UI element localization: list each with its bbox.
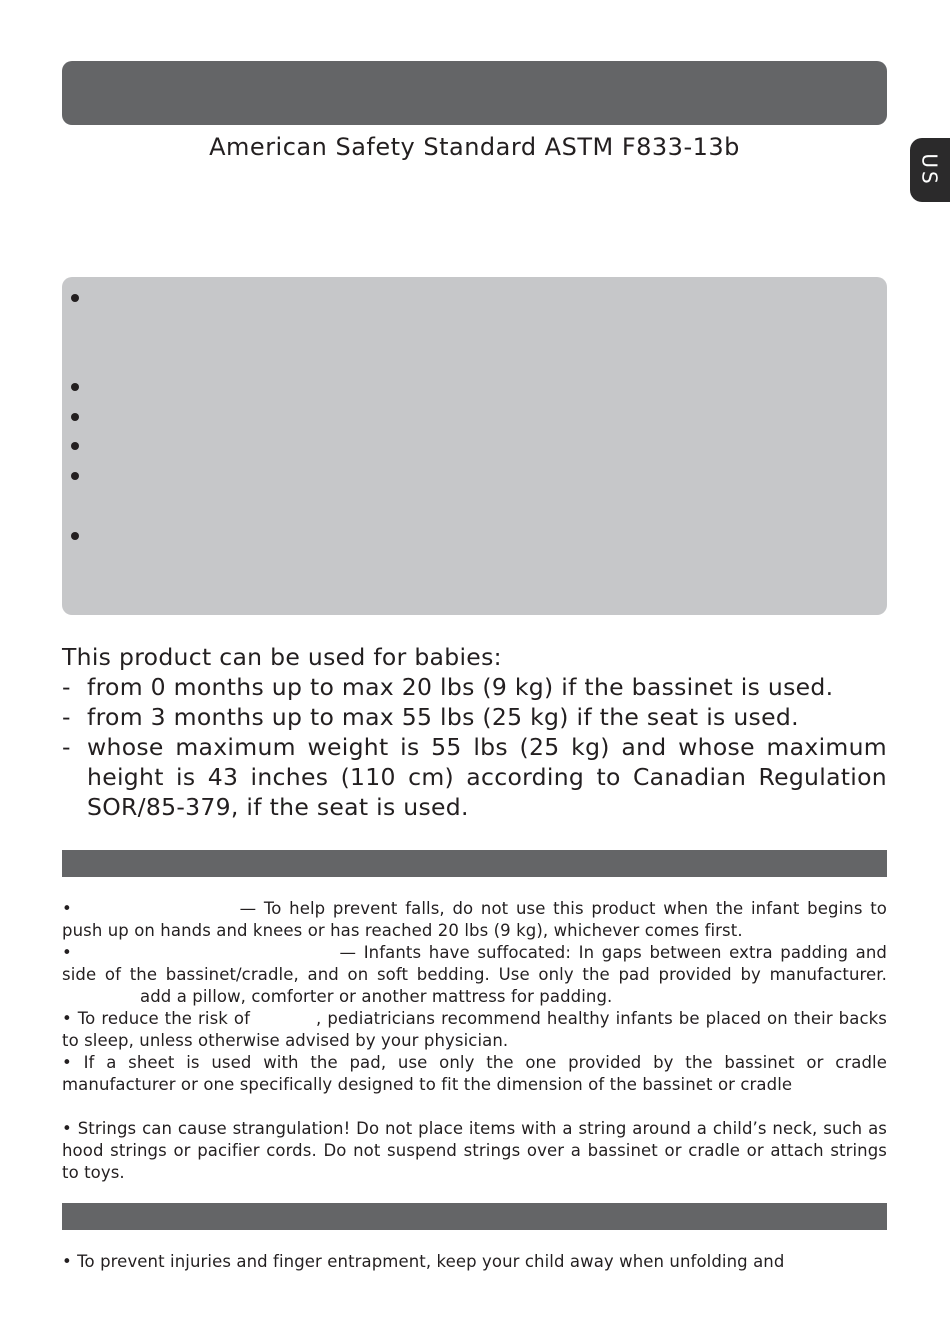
bullet-icon	[71, 294, 79, 302]
warning-box	[62, 277, 887, 615]
usage-section	[62, 642, 887, 822]
bassinet-section-bar	[62, 850, 887, 877]
usage-item: - from 0 months up to max 20 lbs (9 kg) if the bassinet is used.	[62, 673, 834, 701]
warning-paragraph: • If a sheet is used with the pad, use only the one provided by the bassinet or cradle manufacturer or one specifically designed to fit the dimension of the bassinet or cradle	[62, 1053, 887, 1094]
usage-item-text: from 0 months up to max 20 lbs (9 kg) if the bassinet is used.	[87, 673, 834, 701]
usage-item: - from 3 months up to max 55 lbs (25 kg) if the seat is used.	[62, 703, 799, 731]
warning-paragraph: • Strings can cause strangulation! Do not place items with a string around a child’s neck, such as hood strings or pacifier cords. Do not suspend strings over a bassinet or cradle or attach strings to toys.	[62, 1119, 887, 1182]
folding-warnings	[62, 1251, 887, 1273]
folding-section-bar	[62, 1203, 887, 1230]
usage-intro: This product can be used for babies:	[62, 643, 502, 671]
section-header-bar	[62, 61, 887, 125]
bullet-icon	[71, 532, 79, 540]
warning-paragraph: • — To help prevent falls, do not use this product when the infant begins to push up on hands and knees or has reached 20 lbs (9 kg), whichever comes first.	[62, 899, 887, 940]
usage-item-text: whose maximum weight is 55 lbs (25 kg) and whose maximum height is 43 inches (110 cm) according to Canadian Regulation SOR/85-379, if the seat is used.	[87, 733, 887, 821]
safety-standard-title: American Safety Standard ASTM F833-13b	[209, 133, 740, 161]
bassinet-warnings	[62, 898, 887, 1184]
bullet-icon	[71, 413, 79, 421]
language-tab-label: US	[918, 153, 942, 187]
language-tab	[910, 138, 950, 202]
warning-paragraph: • To reduce the risk of , pediatricians recommend healthy infants be placed on their backs to sleep, unless otherwise advised by your physician.	[62, 1009, 887, 1050]
warning-paragraph: • To prevent injuries and finger entrapment, keep your child away when unfolding and	[62, 1252, 785, 1271]
usage-item-text: from 3 months up to max 55 lbs (25 kg) if the seat is used.	[87, 703, 799, 731]
usage-item: - whose maximum weight is 55 lbs (25 kg) and whose maximum height is 43 inches (110 cm) according to Canadian Regulation SOR/85-379, if the seat is used.	[62, 733, 887, 821]
warning-paragraph: • — Infants have suffocated: In gaps between extra padding and side of the bassinet/cradle, and on soft bedding. Use only the pad provided by manufacturer.add a pillow, comforter or another mattress for padding.	[62, 943, 887, 1006]
bullet-icon	[71, 472, 79, 480]
bullet-icon	[71, 383, 79, 391]
bullet-icon	[71, 442, 79, 450]
